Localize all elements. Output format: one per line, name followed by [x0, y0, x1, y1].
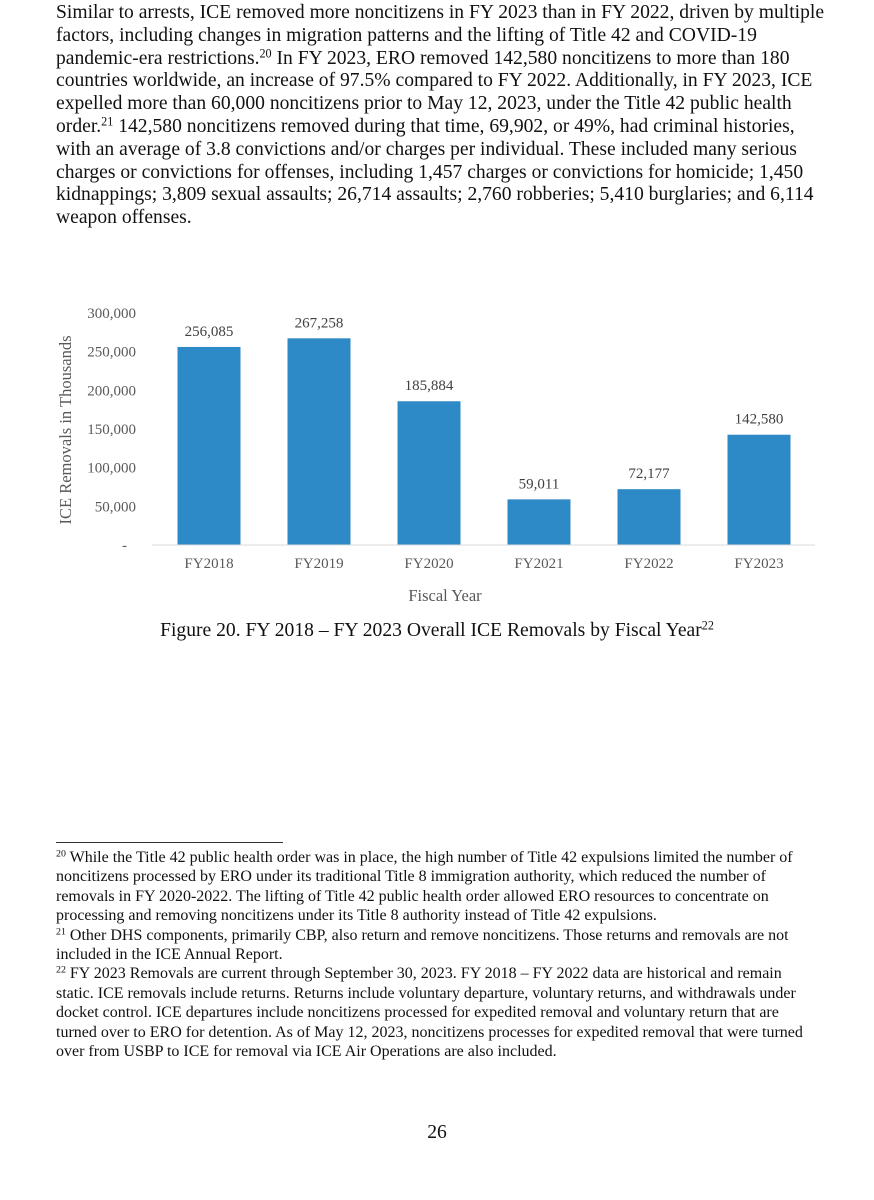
y-tick-label: 150,000 — [87, 422, 136, 438]
bar-fy2022 — [618, 489, 681, 545]
removals-bar-chart — [0, 290, 874, 620]
y-tick-label: 250,000 — [87, 344, 136, 361]
data-label: 256,085 — [184, 323, 234, 340]
caption-text: Figure 20. FY 2018 – FY 2023 Overall ICE Removals by Fiscal Year — [160, 620, 702, 641]
footnote-number: 20 — [56, 848, 66, 860]
footnote-line: $^{21}$ Other DHS components, primarily CBP, also return and remove noncitizens. Those returns and removals are not — [56, 926, 789, 944]
data-label: 72,177 — [628, 466, 670, 483]
footnote-line: noncitizens processed by ERO under its traditional Title 8 immigration authority, which reduced the number of — [56, 868, 766, 886]
body-line: weapon offenses. — [56, 207, 192, 229]
footnote-line: included in the ICE Annual Report. — [56, 946, 283, 964]
body-line: charges or convictions for offenses, including 1,457 charges or convictions for homicide; 1,450 — [56, 161, 804, 183]
footnote-22 — [56, 964, 856, 1061]
figure-caption — [0, 620, 874, 642]
footnotes — [56, 848, 856, 1061]
footnote-separator — [56, 842, 283, 843]
footnote-line: $^{22}$ FY 2023 Removals are current through September 30, 2023. FY 2018 – FY 2022 data are historical and remain — [56, 964, 782, 983]
body-line: expelled more than 60,000 noncitizens prior to May 12, 2023, under the Title 42 public health — [56, 93, 792, 115]
x-axis-title: Fiscal Year — [408, 586, 482, 605]
y-tick-label: 50,000 — [94, 499, 136, 516]
bar-fy2018 — [178, 347, 241, 545]
body-paragraph — [56, 2, 856, 230]
x-tick-label: FY2019 — [294, 556, 344, 572]
data-label: 59,011 — [518, 476, 560, 493]
footnote-line: static. ICE removals include returns. Returns include voluntary departure, voluntary returns, and withdrawals under — [56, 984, 796, 1002]
data-label: 142,580 — [734, 411, 784, 428]
y-tick-label: 200,000 — [87, 383, 136, 400]
footnote-ref[interactable]: 21 — [101, 114, 114, 129]
footnote-number: 22 — [56, 964, 66, 976]
x-tick-label: FY2018 — [184, 556, 234, 572]
bar-fy2021 — [508, 499, 571, 545]
y-tick-label: 100,000 — [87, 460, 136, 477]
x-tick-label: FY2023 — [734, 556, 784, 572]
y-tick-label: - — [122, 538, 127, 554]
x-tick-label: FY2020 — [404, 556, 454, 572]
body-line: factors, including changes in migration patterns and the lifting of Title 42 and COVID-19 — [56, 24, 757, 46]
body-line: with an average of 3.8 convictions and/or charges per individual. These included many serious — [56, 138, 797, 160]
footnote-line: removals in FY 2020-2022. The lifting of Title 42 public health order allowed ERO resources to concentrate on — [56, 887, 769, 905]
x-tick-label: FY2021 — [514, 556, 564, 572]
x-tick-label: FY2022 — [624, 556, 674, 572]
body-line: countries worldwide, an increase of 97.5% compared to FY 2022. Additionally, in FY 2023, ICE — [56, 70, 813, 92]
footnote-number: 21 — [56, 926, 66, 938]
footnote-line: processing and removing noncitizens under its Title 8 authority instead of Title 42 expulsions. — [56, 907, 657, 925]
page-number: 26 — [427, 1122, 447, 1143]
y-axis-title: ICE Removals in Thousands — [56, 335, 75, 525]
body-line: Similar to arrests, ICE removed more noncitizens in FY 2023 than in FY 2022, driven by multiple — [56, 2, 825, 23]
footnote-line: $^{20}$ While the Title 42 public health order was in place, the high number of Title 42 expulsions limited the number of — [56, 848, 793, 866]
bar-fy2023 — [728, 435, 791, 545]
body-line: pandemic-era restrictions.$^{20}$ In FY 2023, ERO removed 142,580 noncitizens to more than 180 — [56, 45, 790, 69]
footnote-21 — [56, 926, 856, 965]
footnote-ref[interactable]: 20 — [259, 45, 272, 60]
footnote-line: docket control. ICE departures include noncitizens processed for expedited removal and voluntary return that are — [56, 1004, 779, 1022]
y-tick-label: 300,000 — [87, 306, 136, 322]
data-label: 267,258 — [294, 315, 344, 332]
data-label: 185,884 — [404, 378, 454, 395]
footnote-line: turned over to ERO for detention. As of May 12, 2023, noncitizens processes for expedited removal that were turned — [56, 1023, 803, 1041]
footnote-line: over from USBP to ICE for removal via ICE Air Operations are also included. — [56, 1043, 557, 1061]
bar-fy2020 — [398, 401, 461, 545]
caption-footnote-ref: 22 — [701, 618, 714, 633]
body-line: kidnappings; 3,809 sexual assaults; 26,714 assaults; 2,760 robberies; 5,410 burglaries; and 6,114 — [56, 184, 814, 206]
bar-fy2019 — [288, 338, 351, 545]
body-line: order.$^{21}$ 142,580 noncitizens removed during that time, 69,902, or 49%, had criminal histories, — [56, 114, 795, 137]
footnote-20 — [56, 848, 856, 926]
